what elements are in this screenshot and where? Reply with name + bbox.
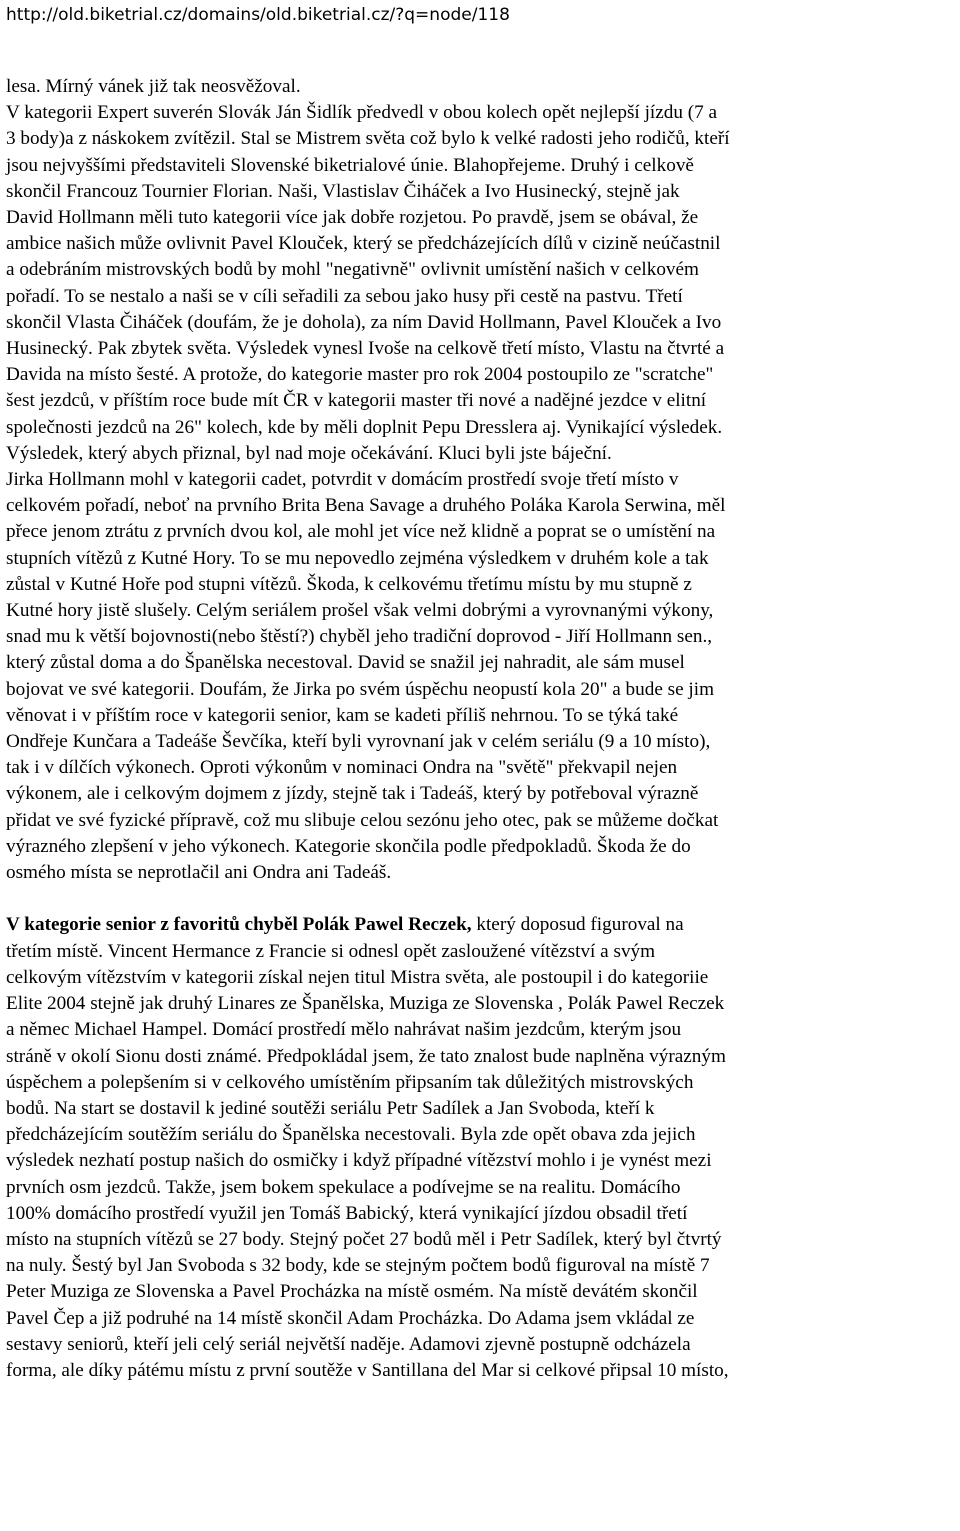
text-line: Jirka Hollmann mohl v kategorii cadet, potvrdit v domácím prostředí svoje třetí místo v	[6, 469, 679, 491]
text-line: stráně v okolí Sionu dosti známé. Předpokládal jsem, že tato znalost bude naplněna výrazným	[6, 1045, 726, 1067]
text-line: Výsledek, který abych přiznal, byl nad moje očekávání. Kluci byli jste báječní.	[6, 442, 612, 464]
text-line: skončil Francouz Tournier Florian. Naši, Vlastislav Čiháček a Ivo Husinecký, stejně jak	[6, 180, 680, 202]
text-line: na nuly. Šestý byl Jan Svoboda s 32 body, kde se stejným počtem bodů figuroval na místě 7	[6, 1255, 710, 1277]
text-line: Ondřeje Kunčara a Tadeáše Ševčíka, kteří byli vyrovnaní jak v celém seriálu (9 a 10 místo),	[6, 731, 711, 753]
text-line: stupních vítězů z Kutné Hory. To se mu nepovedlo zejména výsledkem v druhém kole a tak	[6, 547, 709, 569]
page-url: http://old.biketrial.cz/domains/old.biketrial.cz/?q=node/118	[6, 5, 510, 25]
text-line: přidat ve své fyzické přípravě, což mu slibuje celou sezónu jeho otec, pak se můžeme dočkat	[6, 809, 719, 831]
text-line: třetím místě. Vincent Hermance z Francie si odnesl opět zasloužené vítězství a svým	[6, 940, 656, 962]
text-line: šest jezdců, v příštím roce bude mít ČR v kategorii master tři nové a nadějné jezdce v elitní	[6, 390, 707, 412]
text-line: skončil Vlasta Čiháček (doufám, že je dohola), za ním David Hollmann, Pavel Klouček a Ivo	[6, 311, 722, 333]
text-line: prvních osm jezdců. Takže, jsem bokem spekulace a podívejme se na realitu. Domácího	[6, 1176, 681, 1198]
expert-cadet-section	[6, 74, 956, 886]
paragraph-gap	[6, 886, 956, 912]
text-line: forma, ale díky pátému místu z první soutěže v Santillana del Mar si celkové připsal 10 místo,	[6, 1359, 729, 1381]
text-line: bodů. Na start se dostavil k jediné soutěži seriálu Petr Sadílek a Jan Svoboda, kteří k	[6, 1097, 655, 1119]
text-line: Peter Muziga ze Slovenska a Pavel Procházka na místě osmém. Na místě devátém skončil	[6, 1281, 698, 1303]
text-line: pořadí. To se nestalo a naši se v cíli seřadili za sebou jako husy při cestě na pastvu. Třetí	[6, 285, 683, 307]
text-line: společnosti jezdců na 26" kolech, kde by měli doplnit Pepu Dresslera aj. Vynikající výsledek.	[6, 416, 723, 438]
text-line: Davida na místo šesté. A protože, do kategorie master pro rok 2004 postoupilo ze "scratche"	[6, 364, 714, 386]
text-line: předcházejícím soutěžím seriálu do Španělska necestovali. Byla zde opět obava zda jejich	[6, 1124, 696, 1146]
text-line: celkovém pořadí, neboť na prvního Brita Bena Savage a druhého Poláka Karola Serwina, měl	[6, 495, 726, 517]
text-line: tak i v dílčích výkonech. Oproti výkonům v nominaci Ondra na "světě" překvapil nejen	[6, 757, 678, 779]
text-line: úspěchem a polepšením si v celkového umístěním připsaním tak důležitých mistrovských	[6, 1071, 694, 1093]
text-line: V kategorii Expert suverén Slovák Ján Šidlík předvedl v obou kolech opět nejlepší jízdu (7 a	[6, 102, 718, 124]
text-line: 100% domácího prostředí využil jen Tomáš Babický, která vynikající jízdou obsadil třetí	[6, 1202, 688, 1224]
text-line: lesa. Mírný vánek již tak neosvěžoval.	[6, 76, 301, 97]
text-line: výrazného zlepšení v jeho výkonech. Kategorie skončila podle předpokladů. Škoda že do	[6, 835, 691, 857]
text-line: David Hollmann měli tuto kategorii více jak dobře rozjetou. Po pravdě, jsem se obával, že	[6, 207, 699, 229]
text-line: sestavy seniorů, kteří jeli celý seriál největší naděje. Adamovi zjevně postupně odcházela	[6, 1333, 691, 1355]
text-line: který zůstal doma a do Španělska necestoval. David se snažil jej nahradit, ale sám musel	[6, 652, 685, 674]
text-line: přece jenom ztrátu z prvních dvou kol, ale mohl jet více než klidně a poprat se o umístění na	[6, 521, 716, 543]
text-line: a odebráním mistrovských bodů by mohl "negativně" ovlivnit umístění našich v celkovém	[6, 259, 699, 281]
text-line: Kutné hory jistě slušely. Celým seriálem prošel však velmi dobrými a vyrovnanými výkony,	[6, 600, 714, 622]
text-line: Husinecký. Pak zbytek světa. Výsledek vynesl Ivoše na celkově třetí místo, Vlastu na čtvrté a	[6, 338, 725, 360]
text-line: výsledek nezhatí postup našich do osmičky i když případné vítězství mohlo i je vynést mezi	[6, 1150, 712, 1172]
text-line: snad mu k větší bojovnosti(nebo štěstí?) chyběl jeho tradiční doprovod - Jiří Hollmann sen.,	[6, 626, 713, 648]
senior-heading-bold: V kategorie senior z favoritů chyběl Polák Pawel Reczek,	[6, 914, 472, 936]
text-line: zůstal v Kutné Hoře pod stupni vítězů. Škoda, k celkovému třetímu místu by mu stupně z	[6, 573, 692, 595]
text-line: výkonem, ale i celkovým dojmem z jízdy, stejně tak i Tadeáš, který by potřeboval výrazně	[6, 783, 699, 805]
text-line: ambice našich může ovlivnit Pavel Klouček, který se předcházejících dílů v cizině neúčastnil	[6, 233, 721, 255]
text-line: místo na stupních vítězů se 27 body. Stejný počet 27 bodů měl i Petr Sadílek, který byl čtvrtý	[6, 1228, 722, 1250]
text-line: a němec Michael Hampel. Domácí prostředí mělo nahrávat našim jezdcům, kterým jsou	[6, 1019, 682, 1041]
text-line: celkovým vítězstvím v kategorii získal nejen titul Mistra světa, ale postoupil i do kategoriie	[6, 966, 709, 988]
senior-section	[6, 939, 956, 1384]
text-line: Pavel Čep a již podruhé na 14 místě skončil Adam Procházka. Do Adama jsem vkládal ze	[6, 1307, 695, 1329]
text-line: jsou nejvyššími představiteli Slovenské biketrialové únie. Blahopřejeme. Druhý i celkově	[6, 154, 694, 176]
text-line: bojovat ve své kategorii. Doufám, že Jirka po svém úspěchu neopustí kola 20" a bude se jim	[6, 678, 715, 700]
text-line: věnovat i v příštím roce v kategorii senior, kam se kadeti příliš nehrnou. To se týká také	[6, 704, 679, 726]
text-line: osmého místa se neprotlačil ani Ondra ani Tadeáš.	[6, 862, 392, 884]
article-body	[6, 74, 956, 1384]
senior-heading-rest: který doposud figuroval na	[471, 914, 684, 936]
text-line: Elite 2004 stejně jak druhý Linares ze Španělska, Muziga ze Slovenska , Polák Pawel Reczek	[6, 993, 725, 1015]
senior-heading-line	[6, 912, 956, 938]
text-line: 3 body)a z náskokem zvítězil. Stal se Mistrem světa což bylo k velké radosti jeho rodičů, kteří	[6, 128, 730, 150]
